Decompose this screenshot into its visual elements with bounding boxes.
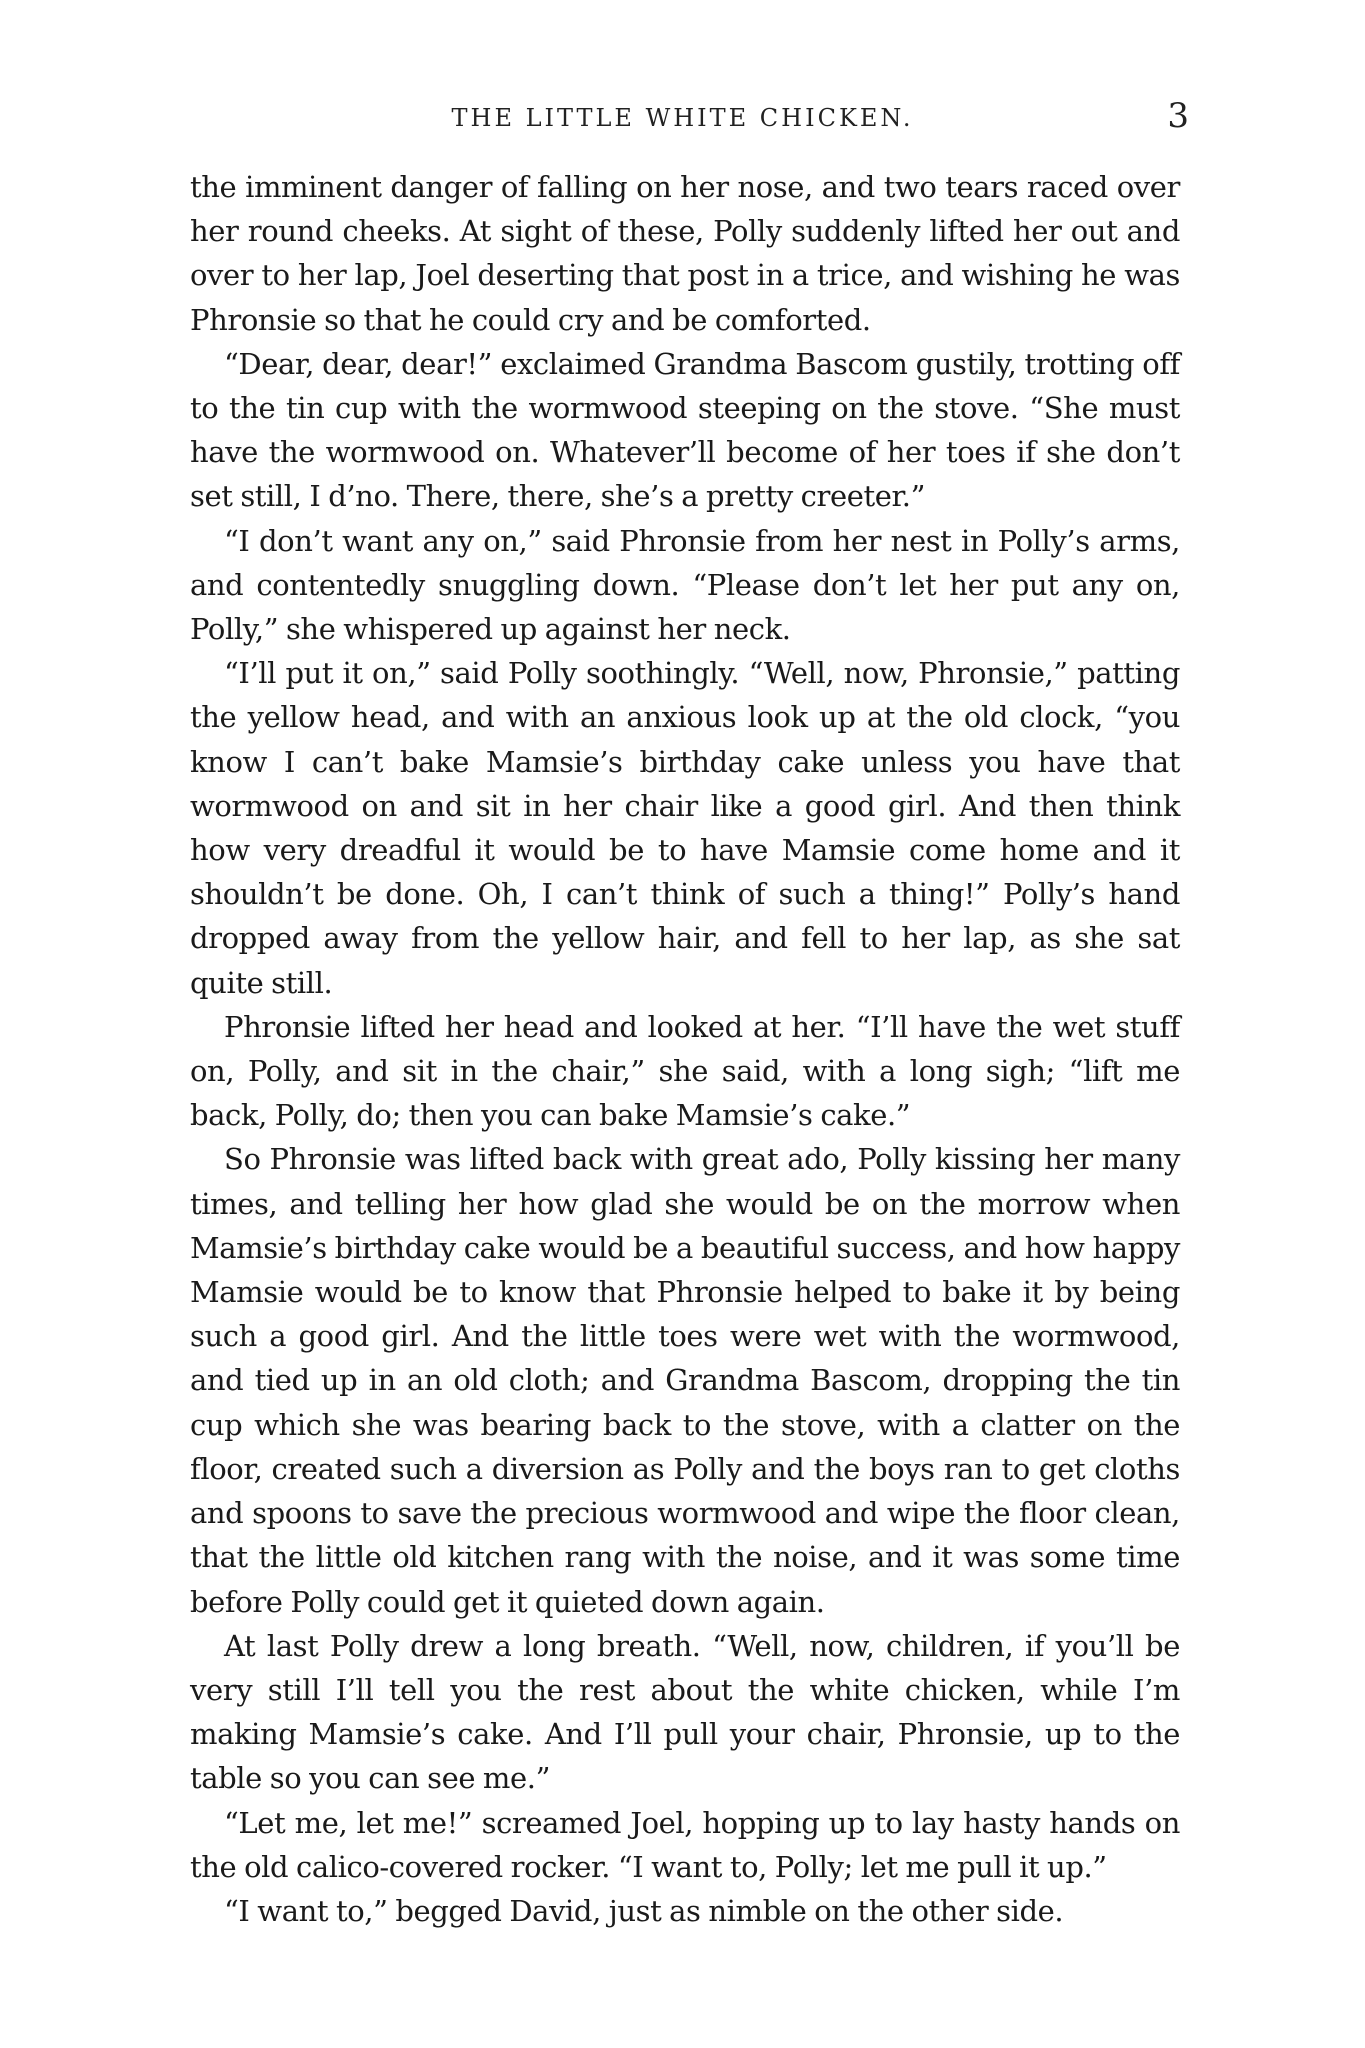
paragraph: “Dear, dear, dear!” exclaimed Grandma Bascom gustily, trotting off to the tin cup with the wormwood steeping on the stove. “She must have the wormwood on. Whatever’ll become of her toes if she don’t set still, I d’no. There, there, she’s a pretty creeter.” (190, 346, 1180, 514)
paragraph: the imminent danger of falling on her nose, and two tears raced over her round cheeks. At sight of these, Polly suddenly lifted her out and over to her lap, Joel deserting that post in a trice, and wishing he was Phronsie so that he could cry and be comforted. (190, 170, 1180, 337)
paragraph: “I’ll put it on,” said Polly soothingly. “Well, now, Phronsie,” patting the yellow head, and with an anxious look up at the old clock, “you know I can’t bake Mamsie’s birthday cake unless you have that wormwood on and sit in her chair like a good girl. And then think how very dreadful it would be to have Mamsie come home and it shouldn’t be done. Oh, I can’t think of such a thing!” Polly’s hand dropped away from the yellow hair, and fell to her lap, as she sat quite still. (190, 656, 1180, 1000)
paragraph: “I want to,” begged David, just as nimble on the other side. (224, 1893, 1064, 1928)
paragraph: Phronsie lifted her head and looked at her. “I’ll have the wet stuff on, Polly, and sit in the chair,” she said, with a long sigh; “lift me back, Polly, do; then you can bake Mamsie’s cake.” (190, 1009, 1180, 1133)
body-text (190, 165, 1180, 1933)
paragraph: “Let me, let me!” screamed Joel, hopping up to lay hasty hands on the old calico-covered rocker. “I want to, Polly; let me pull it up.” (190, 1805, 1180, 1884)
paragraph: “I don’t want any on,” said Phronsie from her nest in Polly’s arms, and contentedly snuggling down. “Please don’t let her put any on, Polly,” she whispered up against her neck. (190, 523, 1180, 647)
page-number: 3 (1167, 96, 1189, 136)
paragraph: So Phronsie was lifted back with great ado, Polly kissing her many times, and telling her how glad she would be on the morrow when Mamsie’s birthday cake would be a beautiful success, and how happy Mamsie would be to know that Phronsie helped to bake it by being such a good girl. And the little toes were wet with the wormwood, and tied up in an old cloth; and Grandma Bascom, dropping the tin cup which she was bearing back to the stove, with a clatter on the floor, created such a diversion as Polly and the boys ran to get cloths and spoons to save the precious wormwood and wipe the floor clean, that the little old kitchen rang with the noise, and it was some time before Polly could get it quieted down again. (190, 1142, 1180, 1619)
paragraph: At last Polly drew a long breath. “Well, now, children, if you’ll be very still I’ll tell you the rest about the white chicken, while I’m making Mamsie’s cake. And I’ll pull your chair, Phronsie, up to the table so you can see me.” (190, 1628, 1180, 1796)
running-title: THE LITTLE WHITE CHICKEN. (451, 104, 914, 132)
running-head (0, 96, 1365, 142)
